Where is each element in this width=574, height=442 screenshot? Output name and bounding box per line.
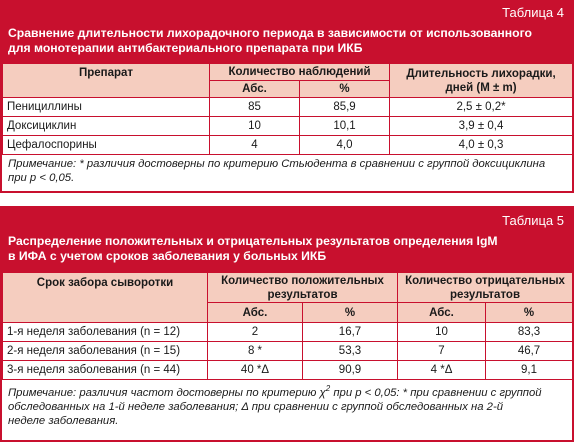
table-5-note: [2, 380, 572, 428]
header-negative-line2: результатов: [449, 288, 521, 301]
table-row: [3, 323, 573, 342]
table-row: [3, 361, 573, 380]
cell-pos-pct: 90,9: [303, 361, 398, 380]
header-duration-line1: Длительность лихорадки,: [406, 67, 556, 80]
table-row: [3, 342, 573, 361]
table-5-note-sup: 2: [325, 384, 331, 393]
table-5-title: [2, 234, 498, 264]
header-positive: [208, 273, 398, 303]
header-positive-line1: Количество положительных: [221, 274, 384, 287]
cell-abs: 10: [210, 117, 300, 136]
cell-neg-pct: 46,7: [486, 342, 573, 361]
cell-pos-pct: 53,3: [303, 342, 398, 361]
table-4: [0, 0, 574, 193]
header-negative-line1: Количество отрицательных: [405, 274, 565, 287]
cell-duration: 2,5 ± 0,2*: [390, 98, 573, 117]
header-pos-abs: Абс.: [208, 303, 303, 323]
table-4-title: [2, 26, 532, 56]
cell-pos-abs: 40 *Δ: [208, 361, 303, 380]
header-observations: Количество наблюдений: [210, 64, 390, 81]
table-5-title-band: [2, 208, 572, 272]
cell-pos-pct: 16,7: [303, 323, 398, 342]
header-positive-line2: результатов: [267, 288, 338, 301]
table-5-title-line2: в ИФА с учетом сроков заболевания у больных ИКБ: [8, 249, 327, 263]
cell-duration: 4,0 ± 0,3: [390, 136, 573, 155]
cell-pct: 85,9: [300, 98, 390, 117]
cell-period: 3-я неделя заболевания (n = 44): [3, 361, 208, 380]
table-4-title-band: [2, 2, 572, 63]
table-5-note-part2: при p < 0,05: * при сравнении с группой: [330, 386, 542, 399]
cell-duration: 3,9 ± 0,4: [390, 117, 573, 136]
header-duration: [390, 64, 573, 98]
cell-period: 2-я неделя заболевания (n = 15): [3, 342, 208, 361]
cell-abs: 4: [210, 136, 300, 155]
cell-drug: Доксициклин: [3, 117, 210, 136]
cell-drug: Пенициллины: [3, 98, 210, 117]
cell-abs: 85: [210, 98, 300, 117]
cell-period: 1-я неделя заболевания (n = 12): [3, 323, 208, 342]
header-duration-line2: дней (M ± m): [445, 81, 517, 94]
cell-neg-pct: 9,1: [486, 361, 573, 380]
cell-neg-pct: 83,3: [486, 323, 573, 342]
cell-neg-abs: 7: [398, 342, 486, 361]
table-4-note-line2: при p < 0,05.: [8, 172, 75, 184]
table-4-grid: [2, 63, 573, 155]
table-4-note: [2, 155, 572, 185]
table-4-number: Таблица 4: [502, 5, 564, 20]
table-4-title-line1: Сравнение длительности лихорадочного периода в зависимости от использованного: [8, 26, 532, 40]
table-5-note-part1: Примечание: различия частот достоверны по критерию χ: [8, 386, 326, 399]
table-4-title-line2: для монотерапии антибактериального препарата при ИКБ: [8, 41, 363, 55]
cell-neg-abs: 4 *Δ: [398, 361, 486, 380]
table-5-note-line3: неделе заболевания.: [8, 414, 119, 427]
header-pct: %: [300, 81, 390, 98]
cell-pos-abs: 8 *: [208, 342, 303, 361]
header-neg-abs: Абс.: [398, 303, 486, 323]
table-5-note-line1: [8, 382, 566, 400]
table-5-note-line2: обследованных на 1-й неделе заболевания; Δ при сравнении с группой обследованных на 2-й: [8, 400, 503, 413]
table-5-title-line1: Распределение положительных и отрицательных результатов определения IgM: [8, 234, 498, 248]
header-drug: Препарат: [3, 64, 210, 98]
table-4-note-line1: Примечание: * различия достоверны по критерию Стьюдента в сравнении с группой доксициклина: [8, 158, 546, 170]
table-row: [3, 98, 573, 117]
table-row: [3, 136, 573, 155]
header-period: Срок забора сыворотки: [3, 273, 208, 323]
table-5-grid: [2, 272, 573, 380]
table-5-number: Таблица 5: [502, 213, 564, 228]
cell-neg-abs: 10: [398, 323, 486, 342]
header-pos-pct: %: [303, 303, 398, 323]
cell-drug: Цефалоспорины: [3, 136, 210, 155]
header-abs: Абс.: [210, 81, 300, 98]
table-row: [3, 117, 573, 136]
cell-pct: 10,1: [300, 117, 390, 136]
cell-pos-abs: 2: [208, 323, 303, 342]
table-5: [0, 206, 574, 442]
header-negative: [398, 273, 573, 303]
header-neg-pct: %: [486, 303, 573, 323]
cell-pct: 4,0: [300, 136, 390, 155]
